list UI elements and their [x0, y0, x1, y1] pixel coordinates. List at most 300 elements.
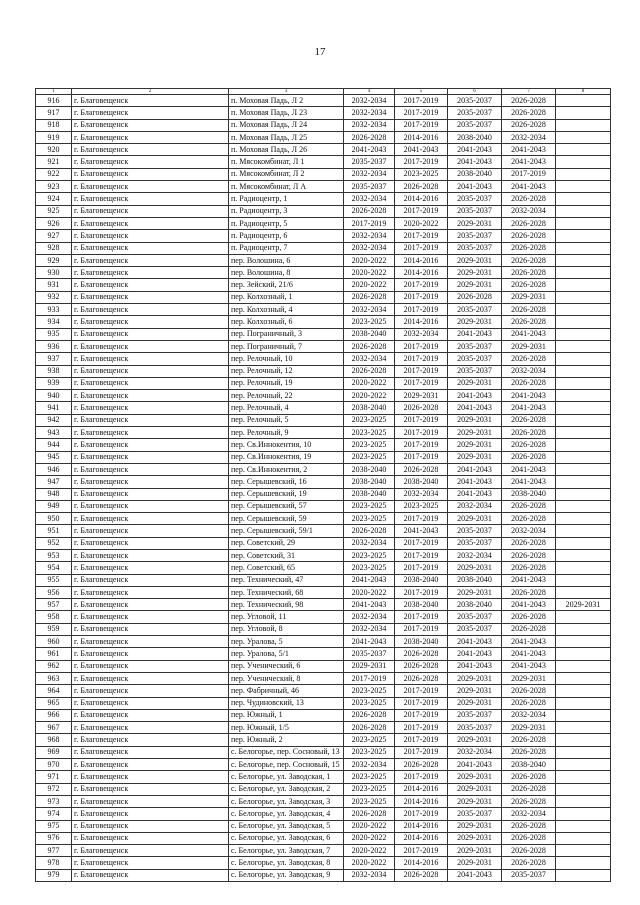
row-number-cell: 930 — [36, 267, 72, 279]
row-number-cell: 962 — [36, 660, 72, 672]
period-cell-7: 2026-2028 — [502, 254, 556, 266]
period-cell-5: 2017-2019 — [395, 205, 448, 217]
period-cell-4: 2035-2037 — [344, 156, 395, 168]
table-row — [36, 95, 611, 107]
address-cell: пер. Ученический, 6 — [229, 660, 344, 672]
city-cell: г. Благовещенск — [72, 611, 229, 623]
period-cell-6: 2035-2037 — [448, 230, 502, 242]
period-cell-4: 2032-2034 — [344, 193, 395, 205]
row-number-cell: 958 — [36, 611, 72, 623]
period-cell-5: 2014-2016 — [395, 254, 448, 266]
period-cell-6: 2035-2037 — [448, 304, 502, 316]
row-number-cell: 946 — [36, 463, 72, 475]
period-cell-8 — [556, 746, 611, 758]
period-cell-6: 2029-2031 — [448, 439, 502, 451]
row-number-cell: 916 — [36, 95, 72, 107]
city-cell: г. Благовещенск — [72, 304, 229, 316]
period-cell-8 — [556, 217, 611, 229]
period-cell-7: 2029-2031 — [502, 291, 556, 303]
period-cell-5: 2017-2019 — [395, 549, 448, 561]
row-number-cell: 918 — [36, 119, 72, 131]
row-number-cell: 953 — [36, 549, 72, 561]
period-cell-8 — [556, 500, 611, 512]
period-cell-4: 2017-2019 — [344, 217, 395, 229]
table-row — [36, 549, 611, 561]
row-number-cell: 978 — [36, 857, 72, 869]
city-cell: г. Благовещенск — [72, 771, 229, 783]
address-cell: п. Моховая Падь, Л 26 — [229, 144, 344, 156]
table-row — [36, 439, 611, 451]
period-cell-7: 2032-2034 — [502, 205, 556, 217]
address-cell: с. Белогорье, ул. Заводская, 7 — [229, 845, 344, 857]
row-number-cell: 944 — [36, 439, 72, 451]
period-cell-7: 2017-2019 — [502, 168, 556, 180]
period-cell-8 — [556, 771, 611, 783]
city-cell: г. Благовещенск — [72, 439, 229, 451]
period-cell-8 — [556, 759, 611, 771]
address-cell: пер. Серышевский, 59 — [229, 513, 344, 525]
period-cell-4: 2023-2025 — [344, 746, 395, 758]
table-row — [36, 390, 611, 402]
period-cell-4: 2023-2025 — [344, 316, 395, 328]
period-cell-4: 2026-2028 — [344, 709, 395, 721]
period-cell-5: 2017-2019 — [395, 808, 448, 820]
period-cell-4: 2020-2022 — [344, 279, 395, 291]
period-cell-4: 2017-2019 — [344, 672, 395, 684]
address-cell: пер. Советский, 65 — [229, 562, 344, 574]
period-cell-6: 2032-2034 — [448, 746, 502, 758]
period-cell-6: 2041-2043 — [448, 759, 502, 771]
address-cell: п. Мясокомбинат, Л 2 — [229, 168, 344, 180]
period-cell-4: 2026-2028 — [344, 340, 395, 352]
row-number-cell: 941 — [36, 402, 72, 414]
period-cell-7: 2026-2028 — [502, 267, 556, 279]
period-cell-8 — [556, 660, 611, 672]
table-body — [36, 89, 611, 882]
period-cell-6: 2035-2037 — [448, 107, 502, 119]
period-cell-5: 2014-2016 — [395, 131, 448, 143]
row-number-cell: 925 — [36, 205, 72, 217]
period-cell-7: 2026-2028 — [502, 685, 556, 697]
row-number-cell: 966 — [36, 709, 72, 721]
table-row — [36, 636, 611, 648]
table-row — [36, 254, 611, 266]
period-cell-4: 2020-2022 — [344, 832, 395, 844]
period-cell-7: 2026-2028 — [502, 119, 556, 131]
period-cell-5: 2017-2019 — [395, 340, 448, 352]
period-cell-5: 2026-2028 — [395, 660, 448, 672]
row-number-cell: 942 — [36, 414, 72, 426]
period-cell-7: 2026-2028 — [502, 242, 556, 254]
address-cell: пер. Технический, 47 — [229, 574, 344, 586]
period-cell-8 — [556, 845, 611, 857]
period-cell-8 — [556, 340, 611, 352]
row-number-cell: 922 — [36, 168, 72, 180]
address-cell: пер. Технический, 98 — [229, 599, 344, 611]
period-cell-5: 2026-2028 — [395, 672, 448, 684]
table-row — [36, 709, 611, 721]
period-cell-8 — [556, 95, 611, 107]
period-cell-5: 2017-2019 — [395, 230, 448, 242]
table-row — [36, 562, 611, 574]
period-cell-4: 2035-2037 — [344, 181, 395, 193]
period-cell-6: 2035-2037 — [448, 623, 502, 635]
period-cell-4: 2026-2028 — [344, 525, 395, 537]
address-cell: п. Радиоцентр, 3 — [229, 205, 344, 217]
period-cell-8 — [556, 427, 611, 439]
period-cell-5: 2020-2022 — [395, 217, 448, 229]
table-row — [36, 230, 611, 242]
table-row — [36, 119, 611, 131]
period-cell-4: 2023-2025 — [344, 734, 395, 746]
period-cell-4: 2023-2025 — [344, 513, 395, 525]
period-cell-8 — [556, 586, 611, 598]
table-row — [36, 402, 611, 414]
table-row — [36, 451, 611, 463]
address-cell: пер. Зейский, 21/6 — [229, 279, 344, 291]
period-cell-8 — [556, 537, 611, 549]
period-cell-6: 2035-2037 — [448, 353, 502, 365]
period-cell-8 — [556, 390, 611, 402]
address-cell: с. Белогорье, ул. Заводская, 2 — [229, 783, 344, 795]
city-cell: г. Благовещенск — [72, 156, 229, 168]
period-cell-5: 2017-2019 — [395, 771, 448, 783]
address-cell: пер. Советский, 29 — [229, 537, 344, 549]
row-number-cell: 929 — [36, 254, 72, 266]
period-cell-4: 2035-2037 — [344, 648, 395, 660]
period-cell-5: 2017-2019 — [395, 586, 448, 598]
period-cell-4: 2023-2025 — [344, 439, 395, 451]
row-number-cell: 928 — [36, 242, 72, 254]
period-cell-4: 2023-2025 — [344, 500, 395, 512]
period-cell-6: 2035-2037 — [448, 611, 502, 623]
column-number: 5 — [395, 89, 448, 95]
period-cell-8 — [556, 623, 611, 635]
period-cell-4: 2026-2028 — [344, 131, 395, 143]
row-number-cell: 937 — [36, 353, 72, 365]
address-cell: с. Белогорье, ул. Заводская, 4 — [229, 808, 344, 820]
period-cell-8 — [556, 636, 611, 648]
period-cell-7: 2041-2043 — [502, 181, 556, 193]
period-cell-7: 2026-2028 — [502, 746, 556, 758]
period-cell-7: 2026-2028 — [502, 562, 556, 574]
period-cell-6: 2029-2031 — [448, 427, 502, 439]
city-cell: г. Благовещенск — [72, 845, 229, 857]
row-number-cell: 945 — [36, 451, 72, 463]
city-cell: г. Благовещенск — [72, 254, 229, 266]
table-row — [36, 377, 611, 389]
address-cell: с. Белогорье, ул. Заводская, 6 — [229, 832, 344, 844]
period-cell-6: 2029-2031 — [448, 771, 502, 783]
period-cell-5: 2038-2040 — [395, 476, 448, 488]
address-cell: пер. Серышевский, 59/1 — [229, 525, 344, 537]
city-cell: г. Благовещенск — [72, 623, 229, 635]
period-cell-6: 2029-2031 — [448, 857, 502, 869]
city-cell: г. Благовещенск — [72, 795, 229, 807]
period-cell-8 — [556, 414, 611, 426]
period-cell-6: 2035-2037 — [448, 340, 502, 352]
period-cell-4: 2032-2034 — [344, 242, 395, 254]
period-cell-7: 2041-2043 — [502, 660, 556, 672]
city-cell: г. Благовещенск — [72, 660, 229, 672]
period-cell-7: 2026-2028 — [502, 107, 556, 119]
period-cell-8 — [556, 685, 611, 697]
table-row — [36, 427, 611, 439]
table-row — [36, 267, 611, 279]
period-cell-4: 2023-2025 — [344, 783, 395, 795]
period-cell-8 — [556, 709, 611, 721]
period-cell-6: 2041-2043 — [448, 648, 502, 660]
period-cell-5: 2017-2019 — [395, 279, 448, 291]
period-cell-8 — [556, 181, 611, 193]
period-cell-5: 2017-2019 — [395, 734, 448, 746]
row-number-cell: 926 — [36, 217, 72, 229]
address-cell: пер. Серышевский, 57 — [229, 500, 344, 512]
period-cell-6: 2029-2031 — [448, 217, 502, 229]
city-cell: г. Благовещенск — [72, 722, 229, 734]
period-cell-5: 2026-2028 — [395, 463, 448, 475]
row-number-cell: 955 — [36, 574, 72, 586]
period-cell-7: 2041-2043 — [502, 636, 556, 648]
period-cell-6: 2041-2043 — [448, 156, 502, 168]
address-cell: п. Радиоцентр, 5 — [229, 217, 344, 229]
city-cell: г. Благовещенск — [72, 648, 229, 660]
row-number-cell: 975 — [36, 820, 72, 832]
period-cell-7: 2038-2040 — [502, 759, 556, 771]
table-row — [36, 672, 611, 684]
period-cell-6: 2035-2037 — [448, 365, 502, 377]
city-cell: г. Благовещенск — [72, 427, 229, 439]
period-cell-4: 2026-2028 — [344, 365, 395, 377]
table-row — [36, 771, 611, 783]
period-cell-6: 2038-2040 — [448, 168, 502, 180]
row-number-cell: 979 — [36, 869, 72, 881]
period-cell-6: 2029-2031 — [448, 267, 502, 279]
table-row — [36, 795, 611, 807]
period-cell-5: 2017-2019 — [395, 291, 448, 303]
period-cell-7: 2041-2043 — [502, 476, 556, 488]
period-cell-8 — [556, 795, 611, 807]
period-cell-6: 2035-2037 — [448, 193, 502, 205]
row-number-cell: 971 — [36, 771, 72, 783]
row-number-cell: 954 — [36, 562, 72, 574]
period-cell-6: 2035-2037 — [448, 709, 502, 721]
row-number-cell: 923 — [36, 181, 72, 193]
period-cell-7: 2041-2043 — [502, 574, 556, 586]
address-cell: с. Белогорье, пер. Сосновый, 13 — [229, 746, 344, 758]
table-row — [36, 340, 611, 352]
address-cell: с. Белогорье, ул. Заводская, 1 — [229, 771, 344, 783]
period-cell-7: 2041-2043 — [502, 402, 556, 414]
address-cell: пер. Релочный, 19 — [229, 377, 344, 389]
table-row — [36, 685, 611, 697]
city-cell: г. Благовещенск — [72, 168, 229, 180]
period-cell-4: 2041-2043 — [344, 636, 395, 648]
address-cell: пер. Угловой, 8 — [229, 623, 344, 635]
schedule-table — [35, 88, 611, 882]
period-cell-5: 2014-2016 — [395, 832, 448, 844]
period-cell-5: 2026-2028 — [395, 181, 448, 193]
row-number-cell: 974 — [36, 808, 72, 820]
period-cell-4: 2020-2022 — [344, 267, 395, 279]
period-cell-5: 2017-2019 — [395, 513, 448, 525]
period-cell-4: 2032-2034 — [344, 107, 395, 119]
period-cell-4: 2038-2040 — [344, 463, 395, 475]
period-cell-6: 2029-2031 — [448, 513, 502, 525]
table-row — [36, 488, 611, 500]
city-cell: г. Благовещенск — [72, 107, 229, 119]
period-cell-4: 2023-2025 — [344, 427, 395, 439]
city-cell: г. Благовещенск — [72, 500, 229, 512]
period-cell-6: 2041-2043 — [448, 144, 502, 156]
period-cell-4: 2038-2040 — [344, 476, 395, 488]
address-cell: п. Мясокомбинат, Л 1 — [229, 156, 344, 168]
period-cell-6: 2038-2040 — [448, 131, 502, 143]
period-cell-8 — [556, 242, 611, 254]
table-row — [36, 648, 611, 660]
period-cell-4: 2023-2025 — [344, 685, 395, 697]
period-cell-7: 2041-2043 — [502, 328, 556, 340]
period-cell-6: 2029-2031 — [448, 685, 502, 697]
row-number-cell: 935 — [36, 328, 72, 340]
period-cell-7: 2026-2028 — [502, 623, 556, 635]
period-cell-6: 2029-2031 — [448, 845, 502, 857]
row-number-cell: 947 — [36, 476, 72, 488]
address-cell: п. Радиоцентр, 7 — [229, 242, 344, 254]
city-cell: г. Благовещенск — [72, 476, 229, 488]
period-cell-7: 2026-2028 — [502, 427, 556, 439]
city-cell: г. Благовещенск — [72, 205, 229, 217]
city-cell: г. Благовещенск — [72, 857, 229, 869]
table-row — [36, 279, 611, 291]
table-row — [36, 869, 611, 881]
period-cell-7: 2032-2034 — [502, 709, 556, 721]
period-cell-4: 2032-2034 — [344, 537, 395, 549]
city-cell: г. Благовещенск — [72, 574, 229, 586]
column-number: 1 — [36, 89, 72, 95]
row-number-cell: 940 — [36, 390, 72, 402]
period-cell-8 — [556, 131, 611, 143]
period-cell-7: 2038-2040 — [502, 488, 556, 500]
address-cell: с. Белогорье, ул. Заводская, 3 — [229, 795, 344, 807]
table-row — [36, 599, 611, 611]
period-cell-5: 2017-2019 — [395, 242, 448, 254]
period-cell-6: 2035-2037 — [448, 808, 502, 820]
period-cell-7: 2026-2028 — [502, 304, 556, 316]
row-number-cell: 938 — [36, 365, 72, 377]
column-number: 6 — [448, 89, 502, 95]
period-cell-5: 2023-2025 — [395, 500, 448, 512]
address-cell: п. Моховая Падь, Л 24 — [229, 119, 344, 131]
city-cell: г. Благовещенск — [72, 685, 229, 697]
period-cell-7: 2041-2043 — [502, 390, 556, 402]
address-cell: пер. Советский, 31 — [229, 549, 344, 561]
period-cell-5: 2017-2019 — [395, 623, 448, 635]
row-number-cell: 920 — [36, 144, 72, 156]
table-row — [36, 722, 611, 734]
address-cell: п. Радиоцентр, 6 — [229, 230, 344, 242]
period-cell-4: 2020-2022 — [344, 390, 395, 402]
table-row — [36, 525, 611, 537]
address-cell: пер. Релочный, 5 — [229, 414, 344, 426]
row-number-cell: 939 — [36, 377, 72, 389]
period-cell-6: 2041-2043 — [448, 390, 502, 402]
period-cell-7: 2026-2028 — [502, 451, 556, 463]
table-row — [36, 193, 611, 205]
address-cell: пер. Св.Иннокентия, 10 — [229, 439, 344, 451]
period-cell-5: 2038-2040 — [395, 599, 448, 611]
period-cell-5: 2017-2019 — [395, 611, 448, 623]
address-cell: пер. Чудиновский, 13 — [229, 697, 344, 709]
period-cell-7: 2026-2028 — [502, 279, 556, 291]
city-cell: г. Благовещенск — [72, 217, 229, 229]
city-cell: г. Благовещенск — [72, 95, 229, 107]
address-cell: пер. Колхозный, 1 — [229, 291, 344, 303]
period-cell-5: 2038-2040 — [395, 636, 448, 648]
column-number: 2 — [72, 89, 229, 95]
period-cell-7: 2026-2028 — [502, 414, 556, 426]
period-cell-8 — [556, 722, 611, 734]
period-cell-5: 2017-2019 — [395, 722, 448, 734]
period-cell-8 — [556, 353, 611, 365]
period-cell-4: 2020-2022 — [344, 845, 395, 857]
period-cell-8 — [556, 562, 611, 574]
row-number-cell: 959 — [36, 623, 72, 635]
period-cell-6: 2035-2037 — [448, 242, 502, 254]
row-number-cell: 921 — [36, 156, 72, 168]
period-cell-7: 2026-2028 — [502, 611, 556, 623]
column-number: 8 — [556, 89, 611, 95]
period-cell-8 — [556, 648, 611, 660]
row-number-cell: 977 — [36, 845, 72, 857]
address-cell: пер. Св.Иннокентия, 19 — [229, 451, 344, 463]
period-cell-7: 2041-2043 — [502, 156, 556, 168]
period-cell-4: 2041-2043 — [344, 144, 395, 156]
period-cell-6: 2029-2031 — [448, 414, 502, 426]
address-cell: пер. Релочный, 9 — [229, 427, 344, 439]
period-cell-8 — [556, 611, 611, 623]
row-number-cell: 948 — [36, 488, 72, 500]
row-number-cell: 968 — [36, 734, 72, 746]
city-cell: г. Благовещенск — [72, 279, 229, 291]
table-row — [36, 353, 611, 365]
period-cell-8 — [556, 316, 611, 328]
period-cell-6: 2029-2031 — [448, 820, 502, 832]
period-cell-7: 2026-2028 — [502, 857, 556, 869]
city-cell: г. Благовещенск — [72, 242, 229, 254]
period-cell-4: 2023-2025 — [344, 697, 395, 709]
period-cell-4: 2026-2028 — [344, 722, 395, 734]
period-cell-7: 2032-2034 — [502, 365, 556, 377]
period-cell-4: 2023-2025 — [344, 414, 395, 426]
table-row — [36, 783, 611, 795]
period-cell-4: 2032-2034 — [344, 869, 395, 881]
table-row — [36, 131, 611, 143]
period-cell-8 — [556, 365, 611, 377]
table-row — [36, 623, 611, 635]
address-cell: пер. Колхозный, 4 — [229, 304, 344, 316]
row-number-cell: 950 — [36, 513, 72, 525]
period-cell-8 — [556, 476, 611, 488]
period-cell-6: 2038-2040 — [448, 574, 502, 586]
row-number-cell: 933 — [36, 304, 72, 316]
period-cell-7: 2029-2031 — [502, 672, 556, 684]
table-row — [36, 414, 611, 426]
period-cell-6: 2041-2043 — [448, 402, 502, 414]
period-cell-7: 2026-2028 — [502, 193, 556, 205]
table-row — [36, 537, 611, 549]
city-cell: г. Благовещенск — [72, 488, 229, 500]
